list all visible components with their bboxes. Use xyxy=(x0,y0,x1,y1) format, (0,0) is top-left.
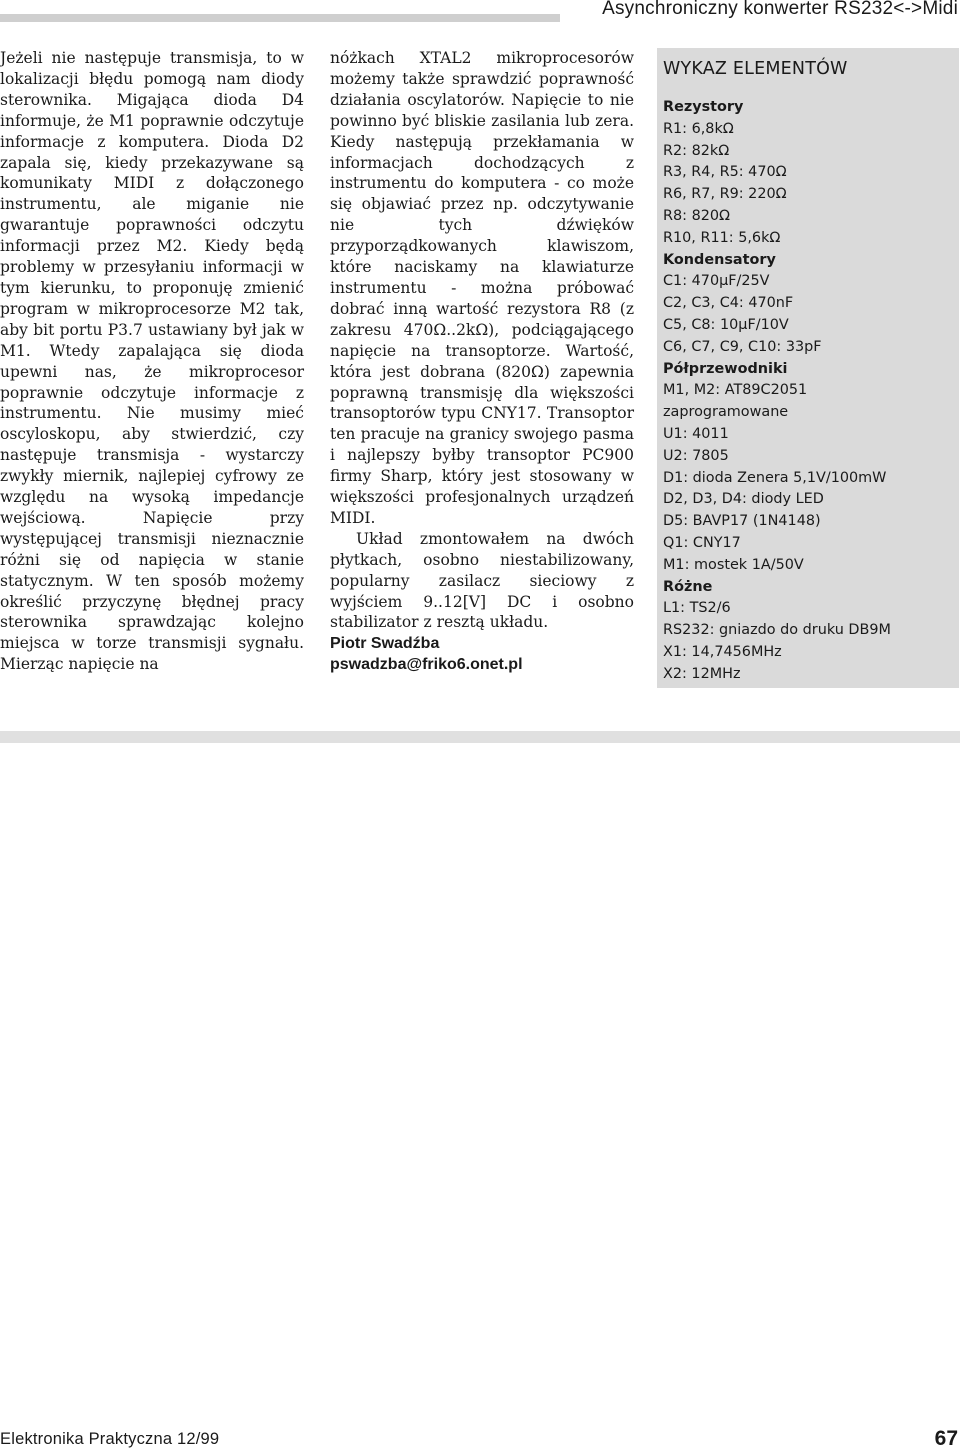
parts-item: C2, C3, C4: 470nF xyxy=(663,295,794,312)
parts-item: U2: 7805 xyxy=(663,447,729,464)
text-column-2 xyxy=(330,48,634,675)
parts-item: X1: 14,7456MHz xyxy=(663,643,782,660)
parts-item: M1, M2: AT89C2051 xyxy=(663,382,808,399)
parts-item: U1: 4011 xyxy=(663,425,729,442)
column2-paragraph: Układ zmontowałem na dwóch płytkach, osobno niestabilizowany, popularny zasilacz sieciowy z wyjściem 9..12[V] DC i osobno stabilizator z resztą układu. xyxy=(330,529,634,632)
parts-item: C6, C7, C9, C10: 33pF xyxy=(663,338,822,355)
parts-item: R1: 6,8kΩ xyxy=(663,120,734,137)
parts-item: C1: 470µF/25V xyxy=(663,273,770,290)
parts-item: R10, R11: 5,6kΩ xyxy=(663,229,781,246)
parts-item: Q1: CNY17 xyxy=(663,534,741,551)
header-title: Asynchroniczny konwerter RS232<->Midi xyxy=(602,0,958,19)
parts-item: R2: 82kΩ xyxy=(663,142,730,159)
parts-section-heading: Półprzewodniki xyxy=(663,360,788,377)
page-number: 67 xyxy=(934,1427,958,1450)
parts-item: D2, D3, D4: diody LED xyxy=(663,491,824,508)
parts-section-heading: Różne xyxy=(663,578,713,595)
page-header xyxy=(0,0,960,24)
parts-item: D1: dioda Zenera 5,1V/100mW xyxy=(663,469,887,486)
parts-item: M1: mostek 1A/50V xyxy=(663,556,804,573)
parts-item: X2: 12MHz xyxy=(663,665,741,682)
parts-item: L1: TS2/6 xyxy=(663,600,731,617)
parts-item: C5, C8: 10µF/10V xyxy=(663,316,789,333)
column2-paragraph: nóżkach XTAL2 mikroprocesorów możemy także sprawdzić poprawność działania oscylatorów. Napięcie to nie powinno być bliskie zasilania lub zera. Kiedy następują przekłamania w informacjach dochodzących z instrumentu do komputera - co może się objawiać przez np. odczytywanie nie tych dźwięków przyporządkowanych klawiszom, które naciskamy na klawiaturze instrumentu - można próbować dobrać inną wartość rezystora R8 (z zakresu 470Ω..2kΩ), podciągającego napięcie na transoptorze. Wartość, która jest dobrana (820Ω) zapewnia poprawną transmisję dla większości transoptorów typu CNY17. Transoptor ten pracuje na granicy swojego pasma i najlepszy byłby transoptor PC900 firmy Sharp, który jest stosowany w większości profesjonalnych urządzeń MIDI. xyxy=(330,49,634,527)
author-name: Piotr Swadźba xyxy=(330,635,440,653)
parts-item: R8: 820Ω xyxy=(663,207,731,224)
text-column-1 xyxy=(0,48,304,675)
column1-paragraph: Jeżeli nie następuje transmisja, to w lokalizacji błędu pomogą nam diody sterownika. Migająca dioda D4 informuje, że M1 poprawnie odczytuje informacje z komputera. Dioda D2 zapala się, kiedy przekazywane są komunikaty MIDI z dołączonego instrumentu, ale miganie nie gwarantuje poprawności odczytu informacji przez M2. Kiedy będą problemy w przesyłaniu informacji w tym kierunku, to proponuję zmienić program w mikroprocesorze M2 tak, aby bit portu P3.7 ustawiany był jak w M1. Wtedy zapalająca się dioda upewni nas, że mikroprocesor poprawnie odczytuje informacje z instrumentu. Nie musimy mieć oscyloskopu, aby stwierdzić, czy następuje transmisja - wystarczy zwykły miernik, najlepiej cyfrowy ze względu na wysoką impedancje wejściową. Napięcie przy występującej transmisji nieznacznie różni się od napięcia w stanie statycznym. W ten sposób możemy określić przyczynę błędnej pracy sterownika sprawdzając kolejno miejsca w torze transmisji sygnału. Mierząc napięcie na xyxy=(0,49,304,674)
parts-list-box xyxy=(657,48,959,688)
parts-item: R6, R7, R9: 220Ω xyxy=(663,186,787,203)
parts-item: RS232: gniazdo do druku DB9M xyxy=(663,622,891,639)
parts-section-heading: Kondensatory xyxy=(663,251,776,268)
parts-item: R3, R4, R5: 470Ω xyxy=(663,164,787,181)
parts-item: zaprogramowane xyxy=(663,404,789,421)
parts-item: D5: BAVP17 (1N4148) xyxy=(663,513,821,530)
author-email: pswadzba@friko6.onet.pl xyxy=(330,656,523,674)
header-rule xyxy=(0,14,560,22)
section-divider xyxy=(0,731,960,743)
parts-section-heading: Rezystory xyxy=(663,99,744,115)
footer-publication: Elektronika Praktyczna 12/99 xyxy=(0,1430,220,1448)
parts-list-title: WYKAZ ELEMENTÓW xyxy=(663,59,848,79)
